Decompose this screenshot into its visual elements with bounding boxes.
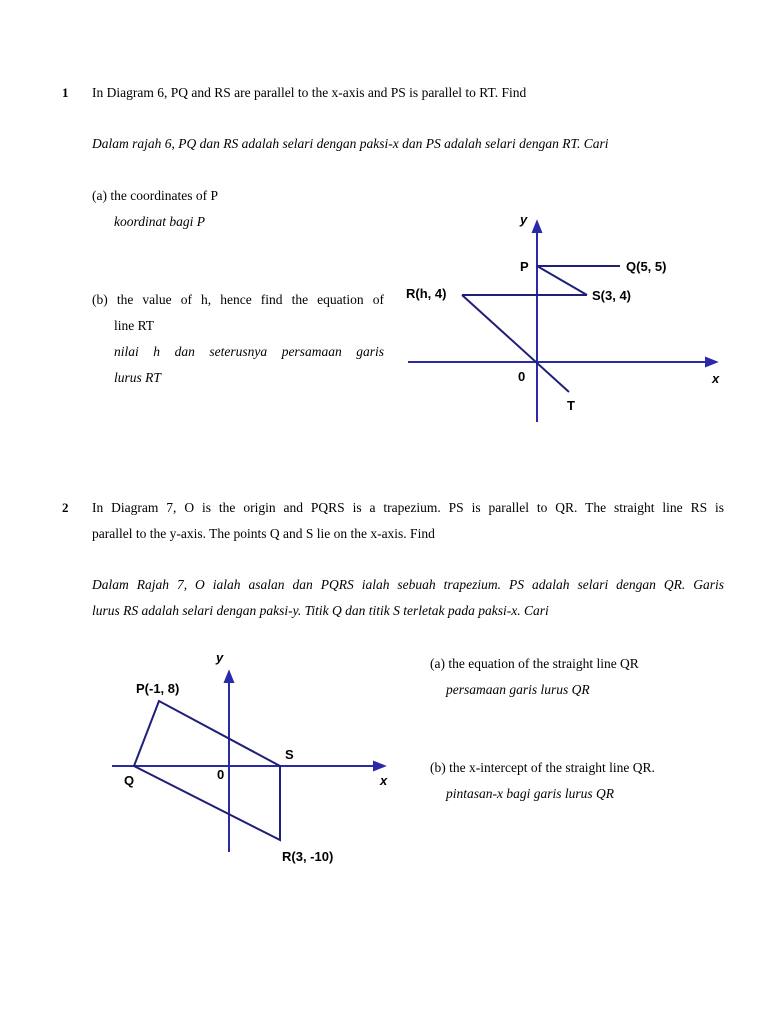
question-2-stem-malay: Dalam Rajah 7, O ialah asalan dan PQRS ialah sebuah trapezium. PS adalah selari dengan QR. Garis: [92, 577, 724, 592]
question-1-stem-malay: Dalam rajah 6, PQ dan RS adalah selari dengan paksi-x dan PS adalah selari dengan RT. Cari: [92, 136, 609, 151]
point-r-label: R(3, -10): [282, 849, 334, 864]
question-1-number: 1: [62, 85, 69, 100]
question-2-part-b: (b) the x-intercept of the straight line QR.: [430, 760, 655, 775]
question-1-part-b: (b) the value of h, hence find the equation of: [92, 292, 384, 307]
question-2-part-a: (a) the equation of the straight line QR: [430, 656, 639, 671]
trapezium-pqrs: [134, 701, 280, 840]
point-r-label: R(h, 4): [406, 286, 447, 301]
point-p-label: P(-1, 8): [136, 681, 180, 696]
question-2-stem-cont: parallel to the y-axis. The points Q and S lie on the x-axis. Find: [92, 526, 435, 541]
question-2-stem: In Diagram 7, O is the origin and PQRS is a trapezium. PS is parallel to QR. The straight line RS is: [92, 500, 724, 515]
point-q-label: Q(5, 5): [626, 259, 667, 274]
question-2-part-a-malay: persamaan garis lurus QR: [446, 682, 590, 697]
diagram-6-x-label: x: [712, 371, 720, 386]
point-t-label: T: [567, 398, 575, 413]
point-s-label: S(3, 4): [592, 288, 632, 303]
question-2-number: 2: [62, 500, 69, 515]
question-1-part-b-malay: nilai h dan seterusnya persamaan garis: [114, 344, 384, 359]
diagram-7-origin-label: 0: [217, 767, 225, 782]
diagram-7-x-label: x: [380, 773, 388, 788]
question-1-part-b-cont: line RT: [114, 318, 155, 333]
diagram-6-y-label: y: [520, 212, 528, 227]
question-1-part-a: (a) the coordinates of P: [92, 188, 218, 203]
question-1-stem: In Diagram 6, PQ and RS are parallel to the x-axis and PS is parallel to RT. Find: [92, 85, 527, 100]
point-q-label: Q: [124, 773, 135, 788]
point-p-label: P: [520, 259, 529, 274]
diagram-6-origin-label: 0: [518, 369, 526, 384]
question-1-part-b-malay-cont: lurus RT: [114, 370, 161, 385]
question-1-part-a-malay: koordinat bagi P: [114, 214, 205, 229]
question-2-part-b-malay: pintasan-x bagi garis lurus QR: [446, 786, 615, 801]
diagram-7-y-label: y: [216, 650, 224, 665]
question-2-stem-malay-cont: lurus RS adalah selari dengan paksi-y. Titik Q dan titik S terletak pada paksi-x. Cari: [92, 603, 549, 618]
point-s-label: S: [285, 747, 294, 762]
